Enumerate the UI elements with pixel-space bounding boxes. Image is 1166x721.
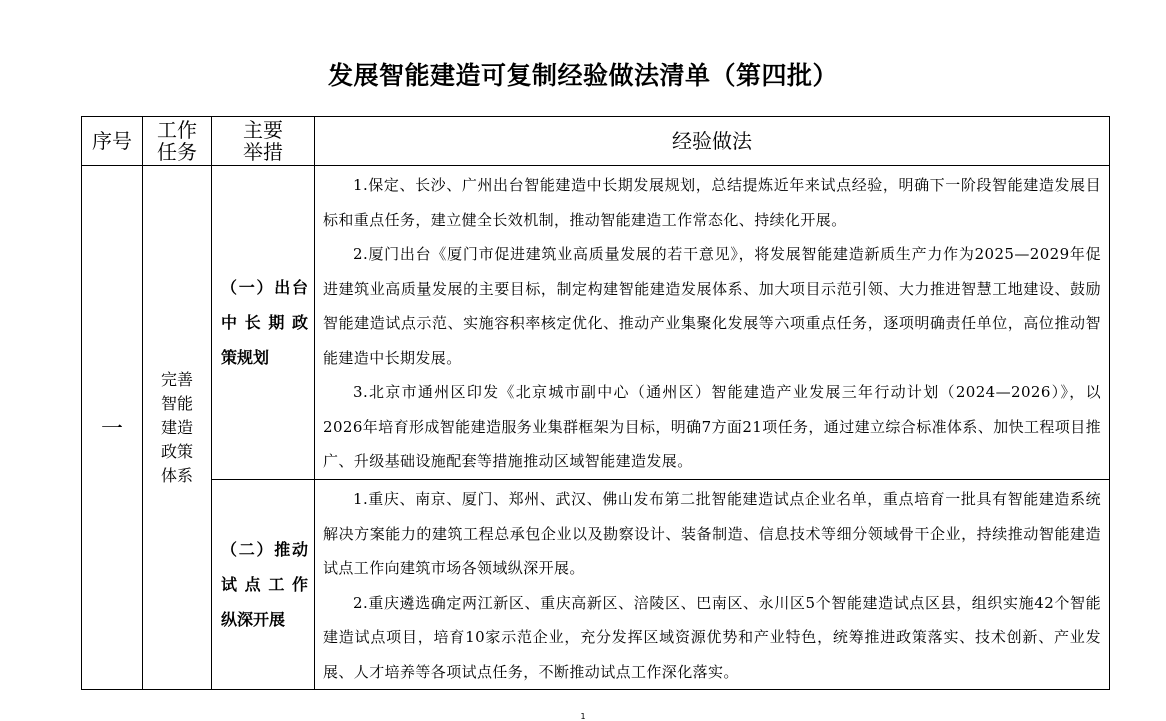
table-row	[82, 480, 1110, 690]
experience-cell	[315, 480, 1110, 690]
header-row	[82, 117, 1110, 166]
experience-paragraph: 2.重庆遴选确定两江新区、重庆高新区、涪陵区、巴南区、永川区5个智能建造试点区县，组织实施42个智能建造试点项目，培育10家示范企业，充分发挥区域资源优势和产业特色，统筹推进政策落实、技术创新、产业发展、人才培养等各项试点任务，不断推动试点工作深化落实。	[323, 593, 1101, 681]
measure-line: （一）出台	[221, 278, 308, 297]
header-experience: 经验做法	[315, 117, 1110, 166]
task-line: 建造	[160, 417, 193, 437]
header-task-line: 工作	[157, 118, 197, 142]
measure-cell	[212, 166, 315, 480]
experience-paragraph: 2.厦门出台《厦门市促进建筑业高质量发展的若干意见》，将发展智能建造新质生产力作为2025—2029年促进建筑业高质量发展的主要目标，制定构建智能建造发展体系、加大项目示范引领、大力推进智慧工地建设、鼓励智能建造试点示范、实施容积率核定优化、推动产业集聚化发展等六项重点任务，逐项明确责任单位，高位推动智能建造中长期发展。	[323, 245, 1101, 367]
task-cell	[143, 166, 212, 690]
measure-line: （二）推动	[221, 540, 308, 559]
measure-text	[221, 532, 308, 637]
experience-table	[81, 116, 1110, 690]
experience-paragraph: 3.北京市通州区印发《北京城市副中心（通州区）智能建造产业发展三年行动计划（2024—2026）》，以2026年培育形成智能建造服务业集群框架为目标，明确7方面21项任务，通过建立综合标准体系、加快工程项目推广、升级基础设施配套等措施推动区域智能建造发展。	[323, 383, 1102, 470]
header-seq: 序号	[82, 117, 143, 166]
task-line: 政策	[160, 441, 193, 461]
experience-cell	[315, 166, 1110, 480]
measure-line: 中 长 期 政	[221, 313, 308, 332]
measure-line: 策规划	[221, 348, 270, 367]
header-measure-line: 主要	[243, 118, 283, 142]
experience-paragraph: 1.重庆、南京、厦门、郑州、武汉、佛山发布第二批智能建造试点企业名单，重点培育一批具有智能建造系统解决方案能力的建筑工程总承包企业以及勘察设计、装备制造、信息技术等细分领域骨干企业，持续推动智能建造试点工作向建筑市场各领域纵深开展。	[323, 490, 1101, 577]
table-row	[82, 166, 1110, 480]
seq-cell: 一	[82, 166, 143, 690]
task-line: 完善	[160, 369, 193, 389]
header-task	[143, 117, 212, 166]
task-line: 体系	[160, 465, 193, 485]
header-measure-line: 举措	[243, 140, 283, 164]
measure-line: 试 点 工 作	[221, 575, 308, 594]
measure-cell	[212, 480, 315, 690]
experience-paragraph: 1.保定、长沙、广州出台智能建造中长期发展规划，总结提炼近年来试点经验，明确下一阶段智能建造发展目标和重点任务，建立健全长效机制，推动智能建造工作常态化、持续化开展。	[323, 176, 1101, 229]
document-title: 发展智能建造可复制经验做法清单（第四批）	[327, 61, 838, 90]
page-number: 1	[580, 712, 586, 721]
header-task-line: 任务	[157, 140, 197, 164]
header-measure	[212, 117, 315, 166]
task-line: 智能	[160, 393, 193, 413]
measure-text	[221, 270, 308, 375]
measure-line: 纵深开展	[221, 610, 286, 629]
